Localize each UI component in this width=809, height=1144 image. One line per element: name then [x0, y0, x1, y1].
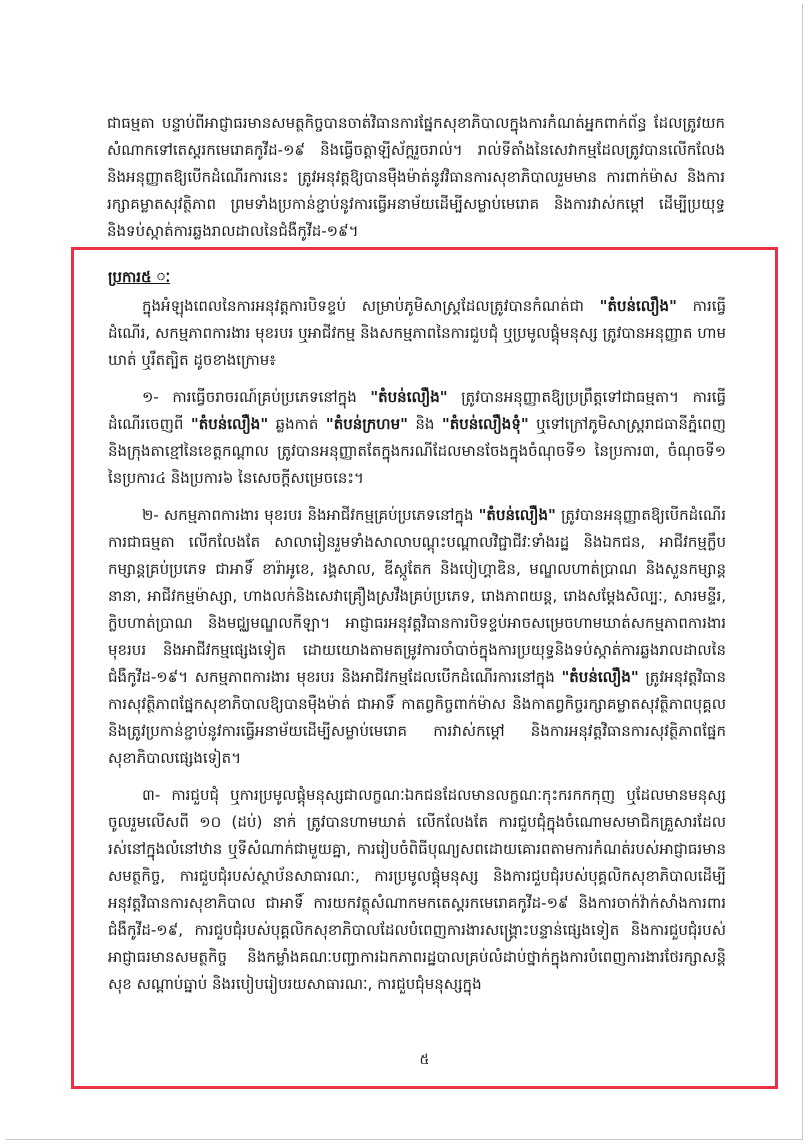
text-run: ត្រូវបានអនុញ្ញាតឱ្យប្រព្រឹត្តទៅជាធម្មតា។ ការធ្វើដំណើរចេញពី: [108, 388, 726, 433]
text-run: ការធ្វើដំណើរ, សកម្មភាពការងារ មុខរបរ ឬអាជីវកម្ម និងសកម្មភាពនៃការជួបជុំ ឬប្រមូលផ្តុំមនុស្ស ត្រូវបានអនុញ្ញាត ហាមឃាត់ ឬរឹតត្បិត ដូចខាងក្រោម៖: [108, 297, 726, 369]
zone-label-dark-yellow: "តំបន់លឿងទុំ": [441, 415, 529, 433]
zone-label-yellow: "តំបន់លឿង": [599, 297, 677, 315]
page-number: ៥: [419, 1052, 430, 1068]
article-5: [108, 264, 726, 1008]
intro-paragraph: ជាធម្មតា បន្ទាប់ពីអាជ្ញាធរមានសមត្ថកិច្ចបានចាត់វិធានការផ្នែកសុខាភិបាលក្នុងការកំណត់អ្នកពាក់ព័ន្ធ ដែលត្រូវយកសំណាកទៅតេស្តរកមេរោគកូវីដ-១៩ និងធ្វើចត្តាឡីស័ក្តរួចរាល់។ រាល់ទីតាំងនៃសេវាកម្មដែលត្រូវបានលើកលែង និងអនុញ្ញាតឱ្យបើកដំណើរការនេះ ត្រូវអនុវត្តឱ្យបានម៉ឺងម៉ាត់នូវវិធានការសុខាភិបាលរួមមាន ការពាក់ម៉ាស និងការរក្សាគម្លាតសុវត្ថិភាព ព្រមទាំងប្រកាន់ខ្ជាប់នូវការធ្វើអនាម័យដើម្បីសម្លាប់មេរោគ និងការវាស់កម្តៅ ដើម្បីប្រយុទ្ធនិងទប់ស្កាត់ការឆ្លងរាលដាលនៃជំងឺកូវីដ-១៩។: [107, 114, 725, 240]
article-paragraph-point-2: [108, 502, 726, 772]
text-run: ១- ការធ្វើចរាចរណ៍គ្រប់ប្រភេទនៅក្នុង: [142, 388, 371, 406]
text-run: ត្រូវអនុវត្តវិធានការសុវត្ថិភាពផ្នែកសុខាភិបាលឱ្យបានម៉ឺងម៉ាត់ ជាអាទិ៍ កាតព្វកិច្ចពាក់ម៉ាស និងកាតព្វកិច្ចរក្សាគម្លាតសុវត្ថិភាពបុគ្គល និងត្រូវប្រកាន់ខ្ជាប់នូវការធ្វើអនាម័យដើម្បីសម្លាប់មេរោគ ការវាស់កម្តៅ និងការអនុវត្តវិធានការសុវត្ថិភាពផ្នែកសុខាភិបាលផ្សេងទៀត។: [108, 668, 726, 767]
zone-label-yellow: "តំបន់លឿង": [370, 388, 448, 406]
article-paragraph-point-3: ៣- ការជួបជុំ ឬការប្រមូលផ្តុំមនុស្សជាលក្ខណៈឯកជនដែលមានលក្ខណៈកុះករកកកុញ ឬដែលមានមនុស្សចូលរួមលើសពី ១០ (ដប់) នាក់ ត្រូវបានហាមឃាត់ លើកលែងតែ ការជួបជុំក្នុងចំណោមសមាជិកគ្រួសារដែលរស់នៅក្នុងលំនៅឋាន ឬទីសំណាក់ជាមួយគ្នា, ការរៀបចំពិធីបុណ្យសពដោយគោរពតាមការកំណត់របស់អាជ្ញាធរមានសមត្ថកិច្ច, ការជួបជុំរបស់ស្ថាប័នសាធារណៈ, ការប្រមូលផ្តុំមនុស្ស និងការជួបជុំរបស់បុគ្គលិកសុខាភិបាលដើម្បីអនុវត្តវិធានការសុខាភិបាល ជាអាទិ៍ ការយកវត្ថុសំណាកមកតេស្តរកមេរោគកូវីដ-១៩ និងការចាក់វ៉ាក់សាំងការពារជំងឺកូវីដ-១៩, ការជួបជុំរបស់បុគ្គលិកសុខាភិបាលដែលបំពេញការងារសង្គ្រោះបន្ទាន់ផ្សេងទៀត និងការជួបជុំរបស់អាជ្ញាធរមានសមត្ថកិច្ច និងកម្លាំងគណៈបញ្ជាការឯកភាពរដ្ឋបាលគ្រប់លំដាប់ថ្នាក់ក្នុងការបំពេញការងារថែរក្សាសន្តិសុខ សណ្តាប់ធ្នាប់ និងរបៀបរៀបរយសាធារណៈ, ការជួបជុំមនុស្សក្នុង: [108, 786, 726, 993]
zone-label-yellow: "តំបន់លឿង": [190, 415, 269, 433]
zone-label-red: "តំបន់ក្រហម": [325, 415, 408, 433]
text-run: ត្រូវបានអនុញ្ញាតឱ្យបើកដំណើរការជាធម្មតា លើកលែងតែ សាលារៀនរួមទាំងសាលាបណ្តុះបណ្តាលវិជ្ជាជីវៈទាំងរដ្ឋ និងឯកជន, អាជីវកម្មក្លឹបកម្សាន្តគ្រប់ប្រភេទ ជាអាទិ៍ ខារ៉ាអូខេ, រង្គសាល, ឌីស្កូតែក និងបៀហ្គាឌិន, មណ្ឌលហាត់ប្រាណ និងសួនកម្សាន្តនានា, អាជីវកម្មម៉ាស្សា, ហាងលក់និងសេវាគ្រឿងស្រវឹងគ្រប់ប្រភេទ, រោងភាពយន្ត, រោងសម្តែងសិល្បៈ, សារមន្ទីរ, ក្លិបហាត់ប្រាណ និងមជ្ឈមណ្ឌលកីឡា។ អាជ្ញាធរអនុវត្តវិធានការបិទខ្ទប់អាចសម្រេចហាមឃាត់សកម្មភាពការងារ មុខរបរ និងអាជីវកម្មផ្សេងទៀត ដោយយោងតាមតម្រូវការចាំបាច់ក្នុងការប្រយុទ្ធនិងទប់ស្កាត់ការឆ្លងរាលដាលនៃជំងឺកូវីដ-១៩។ សកម្មភាពការងារ មុខរបរ និងអាជីវកម្មដែលបើកដំណើរការនៅក្នុង: [108, 506, 726, 686]
text-run: ឬទៅក្រៅភូមិសាស្ត្ររាជធានីភ្នំពេញ និងក្រុងតាខ្មៅនៃខេត្តកណ្តាល ត្រូវបានអនុញ្ញាតតែក្នុងករណីដែលមានចែងក្នុងចំណុចទី១ នៃប្រការ៣, ចំណុចទី១ នៃប្រការ៤ និងប្រការ៦ នៃសេចក្តីសម្រេចនេះ។: [108, 415, 726, 487]
zone-label-yellow: "តំបន់លឿង": [561, 668, 639, 686]
text-run: ឆ្លងកាត់: [268, 415, 326, 433]
article-paragraph-intro: [108, 293, 726, 374]
article-paragraph-point-1: [108, 384, 726, 492]
text-run: ក្នុងអំឡុងពេលនៃការអនុវត្តការបិទខ្ទប់ សម្រាប់ភូមិសាស្ត្រដែលត្រូវបានកំណត់ជា: [142, 297, 600, 315]
text-run: ២- សកម្មភាពការងារ មុខរបរ និងអាជីវកម្មគ្រប់ប្រភេទនៅក្នុង: [142, 506, 479, 524]
highlight-frame: [71, 247, 778, 1089]
text-run: និង: [407, 415, 442, 433]
article-title: ប្រការ៥ ៈ: [108, 268, 171, 286]
zone-label-yellow: "តំបន់លឿង": [478, 506, 556, 524]
